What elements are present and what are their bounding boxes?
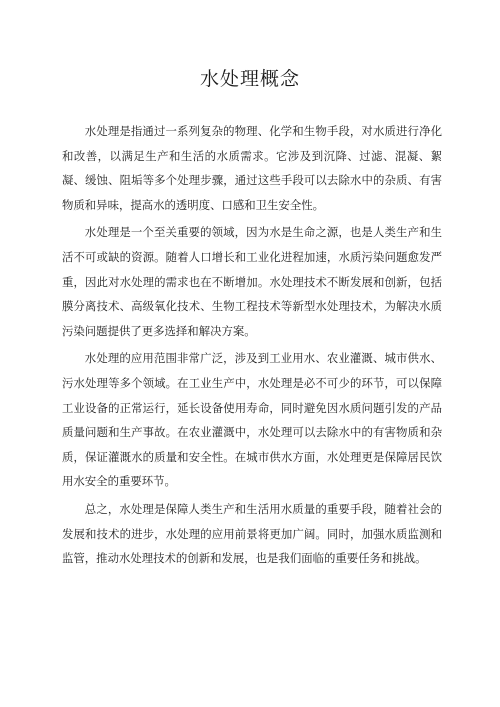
paragraph-4: 总之，水处理是保障人类生产和生活用水质量的重要手段，随着社会的发展和技术的进步，水处理的应用前景将更加广阔。同时，加强水质监测和监管，推动水处理技术的创新和发展，也是我们面临的重要任务和挑战。 bbox=[62, 501, 442, 566]
paragraph-3: 水处理的应用范围非常广泛，涉及到工业用水、农业灌溉、城市供水、污水处理等多个领域。在工业生产中，水处理是必不可少的环节，可以保障工业设备的正常运行，延长设备使用寿命，同时避免因水质问题引发的产品质量问题和生产事故。在农业灌溉中，水处理可以去除水中的有害物质和杂质，保证灌溉水的质量和安全性。在城市供水方面，水处理更是保障居民饮用水安全的重要环节。 bbox=[62, 351, 442, 489]
paragraph-2: 水处理是一个至关重要的领域，因为水是生命之源，也是人类生产和生活不可或缺的资源。随着人口增长和工业化进程加速，水质污染问题愈发严重，因此对水处理的需求也在不断增加。水处理技术不断发展和创新，包括膜分离技术、高级氧化技术、生物工程技术等新型水处理技术，为解决水质污染问题提供了更多选择和解决方案。 bbox=[62, 225, 442, 338]
document-body bbox=[62, 119, 442, 574]
paragraph-1: 水处理是指通过一系列复杂的物理、化学和生物手段，对水质进行净化和改善，以满足生产和生活的水质需求。它涉及到沉降、过滤、混凝、絮凝、缓蚀、阻垢等多个处理步骤，通过这些手段可以去除水中的杂质、有害物质和异味，提高水的透明度、口感和卫生安全性。 bbox=[62, 124, 442, 212]
page-title: 水处理概念 bbox=[199, 68, 300, 90]
